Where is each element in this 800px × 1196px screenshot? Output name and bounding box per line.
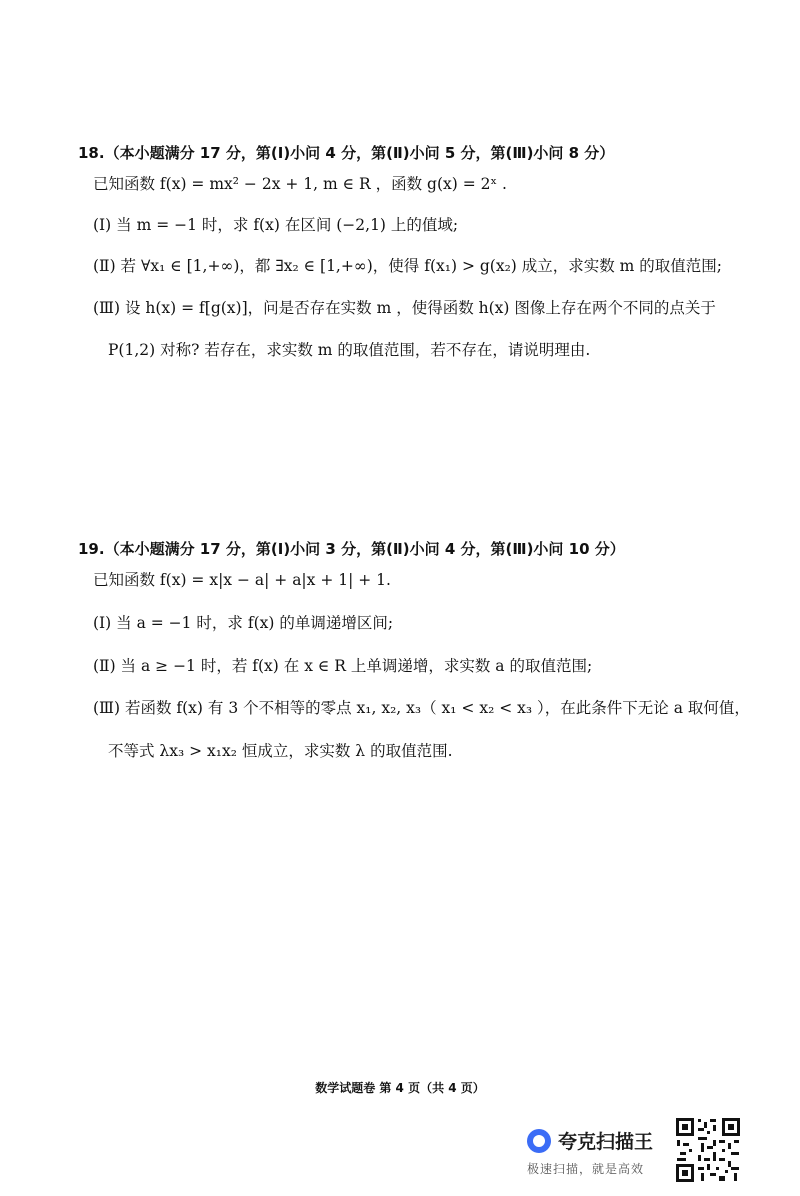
watermark-name: 夸克扫描王 xyxy=(558,1131,654,1153)
scanner-watermark xyxy=(527,1120,677,1182)
q19-part1: (Ⅰ) 当 a = −1 时，求 f(x) 的单调递增区间; xyxy=(93,614,394,632)
qr-code-icon xyxy=(675,1117,741,1183)
watermark-slogan: 极速扫描，就是高效 xyxy=(527,1162,645,1176)
q18-part3-line1: (Ⅲ) 设 h(x) = f[g(x)]，问是否存在实数 m ，使得函数 h(x) 图像上存在两个不同的点关于 xyxy=(93,299,716,317)
q18-part2: (Ⅱ) 若 ∀x₁ ∈ [1,+∞)，都 ∃x₂ ∈ [1,+∞)，使得 f(x₁) > g(x₂) 成立，求实数 m 的取值范围; xyxy=(93,257,723,275)
quark-logo-icon xyxy=(527,1129,551,1153)
q18-header: 18.（本小题满分 17 分，第(Ⅰ)小问 4 分，第(Ⅱ)小问 5 分，第(Ⅲ)小问 8 分） xyxy=(78,144,615,162)
q18-part1: (Ⅰ) 当 m = −1 时，求 f(x) 在区间 (−2,1) 上的值域; xyxy=(93,216,459,234)
q19-part3-line2: 不等式 λx₃ > x₁x₂ 恒成立，求实数 λ 的取值范围. xyxy=(108,742,453,760)
q19-intro: 已知函数 f(x) = x|x − a| + a|x + 1| + 1. xyxy=(93,571,391,589)
q18-intro: 已知函数 f(x) = mx² − 2x + 1, m ∈ R ，函数 g(x) = 2ˣ . xyxy=(93,175,507,193)
q19-part2: (Ⅱ) 当 a ≥ −1 时，若 f(x) 在 x ∈ R 上单调递增，求实数 a 的取值范围; xyxy=(93,657,593,675)
q19-header: 19.（本小题满分 17 分，第(Ⅰ)小问 3 分，第(Ⅱ)小问 4 分，第(Ⅲ)小问 10 分） xyxy=(78,540,625,558)
q18-part3-line2: P(1,2) 对称? 若存在，求实数 m 的取值范围，若不存在，请说明理由. xyxy=(108,341,591,359)
q19-part3-line1: (Ⅲ) 若函数 f(x) 有 3 个不相等的零点 x₁, x₂, x₃（ x₁ < x₂ < x₃ ），在此条件下无论 a 取何值， xyxy=(93,699,750,717)
page-footer: 数学试题卷 第 4 页（共 4 页） xyxy=(315,1081,485,1095)
